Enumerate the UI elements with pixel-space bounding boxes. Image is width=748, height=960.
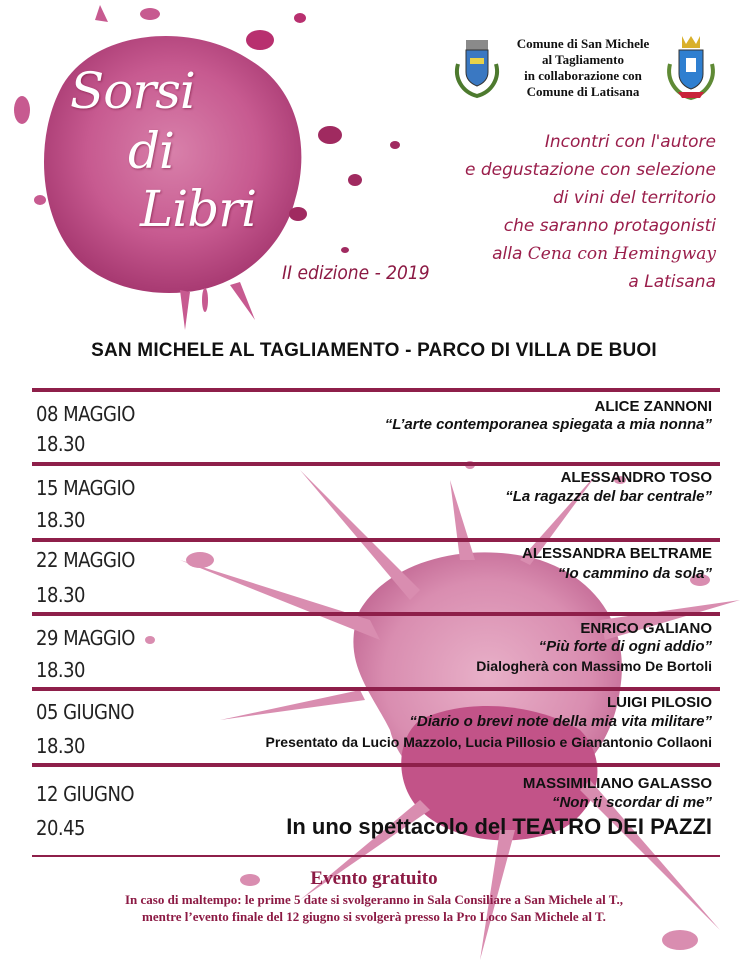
divider bbox=[32, 538, 720, 542]
event-time: 18.30 bbox=[36, 432, 85, 456]
event-time: 18.30 bbox=[36, 734, 85, 758]
tagline-line2: e degustazione con selezione bbox=[464, 160, 716, 180]
divider bbox=[32, 612, 720, 616]
event-note: Presentato da Lucio Mazzolo, Lucia Pillosio e Gianantonio Collaoni bbox=[265, 734, 712, 750]
event-time: 18.30 bbox=[36, 583, 85, 607]
tagline-line4: che saranno protagonisti bbox=[503, 216, 716, 236]
event-author: ALESSANDRA BELTRAME bbox=[522, 545, 712, 562]
event-book: “Diario o brevi note della mia vita militare” bbox=[409, 713, 712, 730]
divider bbox=[32, 462, 720, 466]
organizer-line2: al Tagliamento bbox=[542, 52, 624, 67]
tagline-line5-prefix: alla bbox=[492, 244, 528, 264]
venue-heading: SAN MICHELE AL TAGLIAMENTO - PARCO DI VILLA DE BUOI bbox=[91, 340, 657, 361]
event-note: Dialogherà con Massimo De Bortoli bbox=[476, 658, 712, 674]
divider bbox=[32, 763, 720, 767]
event-time: 18.30 bbox=[36, 508, 85, 532]
event-date: 05 GIUGNO bbox=[36, 700, 135, 724]
latisana-crest-icon bbox=[664, 32, 718, 102]
event-date: 12 GIUGNO bbox=[36, 782, 135, 806]
tagline-cena-hemingway: Cena con Hemingway bbox=[527, 244, 716, 264]
event-book: “Non ti scordar di me” bbox=[551, 794, 712, 811]
event-author: ALICE ZANNONI bbox=[594, 398, 712, 415]
organizer-line1: Comune di San Michele bbox=[516, 36, 650, 51]
tagline-line1: Incontri con l'autore bbox=[544, 132, 716, 152]
divider bbox=[32, 855, 720, 857]
event-book: “L’arte contemporanea spiegata a mia nonna” bbox=[384, 416, 712, 433]
organizer-line4: Comune di Latisana bbox=[526, 84, 640, 99]
event-date: 29 MAGGIO bbox=[36, 626, 135, 650]
event-book: “La ragazza del bar centrale” bbox=[505, 488, 712, 505]
event-author: LUIGI PILOSIO bbox=[606, 694, 712, 711]
tagline-line5 bbox=[465, 240, 716, 268]
free-event-label: Evento gratuito bbox=[310, 868, 438, 889]
event-author: MASSIMILIANO GALASSO bbox=[522, 775, 712, 792]
rain-note-line1: In caso di maltempo: le prime 5 date si svolgeranno in Sala Consiliare a San Michele al T., bbox=[125, 892, 623, 907]
title-libri: Libri bbox=[140, 180, 257, 238]
event-book: “Io cammino da sola” bbox=[557, 565, 712, 582]
event-note: In uno spettacolo del TEATRO DEI PAZZI bbox=[286, 814, 712, 839]
divider bbox=[32, 388, 720, 392]
organizers-block bbox=[503, 36, 663, 100]
title-di: di bbox=[128, 122, 174, 180]
event-time: 20.45 bbox=[36, 816, 85, 840]
event-author: ENRICO GALIANO bbox=[580, 620, 712, 637]
organizer-line3: in collaborazione con bbox=[524, 68, 642, 83]
tagline-block bbox=[465, 128, 716, 296]
event-book: “Più forte di ogni addio” bbox=[538, 638, 712, 655]
tagline-line3: di vini del territorio bbox=[553, 188, 716, 208]
edition-label: II edizione - 2019 bbox=[282, 262, 430, 284]
event-date: 15 MAGGIO bbox=[36, 476, 135, 500]
divider bbox=[32, 687, 720, 691]
event-time: 18.30 bbox=[36, 658, 85, 682]
san-michele-crest-icon bbox=[452, 34, 502, 100]
event-date: 08 MAGGIO bbox=[36, 402, 135, 426]
rain-note-line2: mentre l’evento finale del 12 giugno si svolgerà presso la Pro Loco San Michele al T. bbox=[142, 909, 606, 924]
title-sorsi: Sorsi bbox=[70, 62, 195, 120]
event-date: 22 MAGGIO bbox=[36, 548, 135, 572]
tagline-line6: a Latisana bbox=[628, 272, 716, 292]
event-author: ALESSANDRO TOSO bbox=[560, 469, 712, 486]
